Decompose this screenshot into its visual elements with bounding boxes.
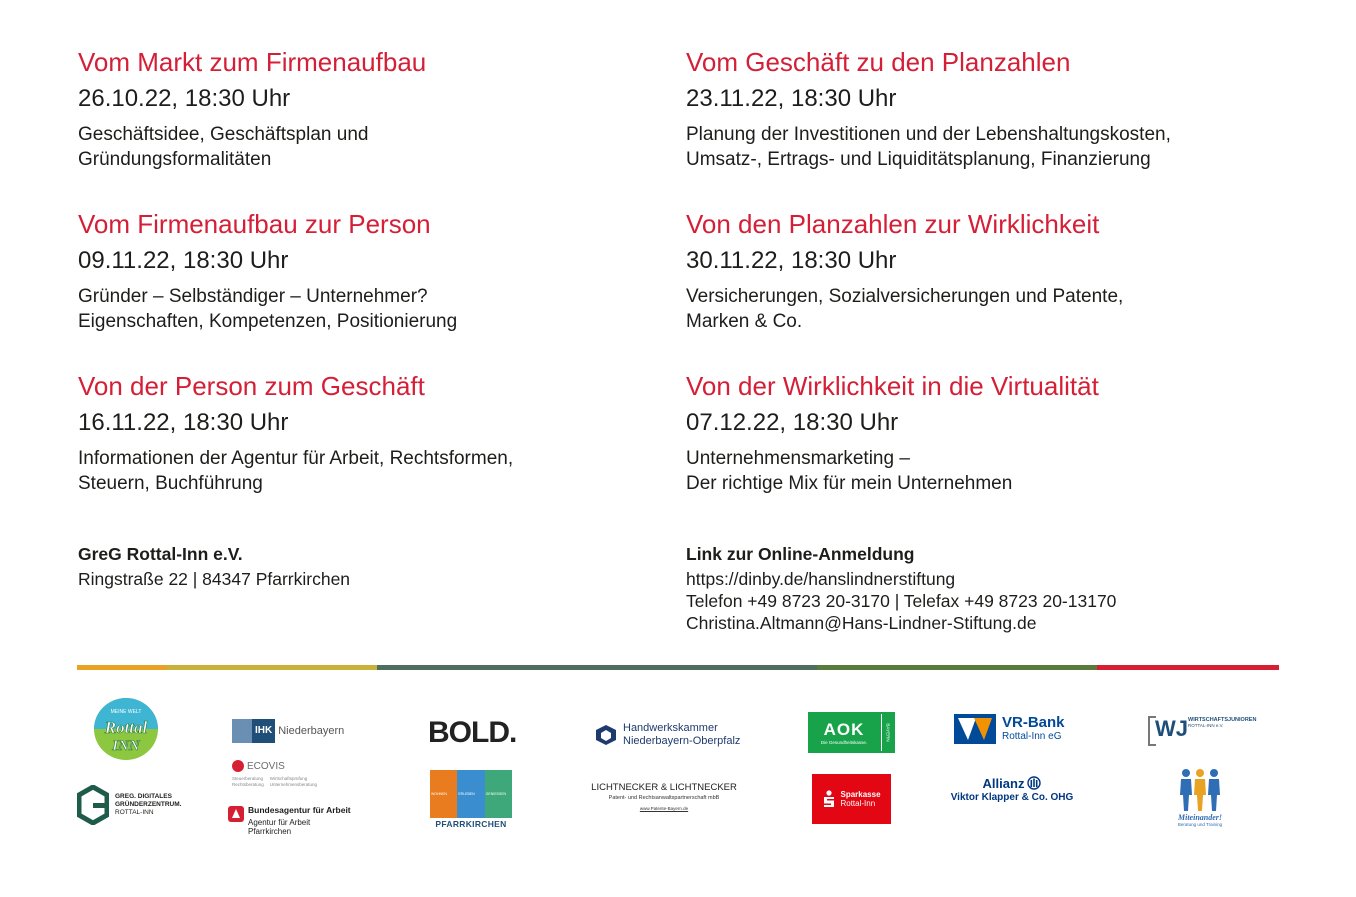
ecovis-logo: ECOVIS Steuerberatung Wirtschaftsprüfung Rechtsberatung Unternehmensberatung xyxy=(232,760,318,787)
sparkasse-logo: Sparkasse Rottal-Inn xyxy=(812,774,891,824)
organizer-contact xyxy=(78,543,350,590)
allianz-logo: Allianz Viktor Klapper & Co. OHG xyxy=(950,775,1074,803)
color-stripe xyxy=(77,665,1279,670)
event-date: 16.11.22, 18:30 Uhr xyxy=(78,409,289,436)
greg-logo: GREG. DIGITALES GRÜNDERZENTRUM. ROTTAL-INN xyxy=(77,784,187,826)
event-description: Gründer – Selbständiger – Unternehmer? Eigenschaften, Kompetenzen, Positionierung xyxy=(78,286,458,332)
ecovis-mark-icon xyxy=(232,760,244,772)
events-right-column xyxy=(686,44,1306,530)
event-title: Vom Firmenaufbau zur Person xyxy=(78,209,431,239)
svg-text:INN: INN xyxy=(112,738,140,754)
event-4 xyxy=(686,44,1306,206)
ihk-mark-icon xyxy=(232,719,252,743)
sparkasse-mark-icon xyxy=(822,790,836,808)
stripe-segment xyxy=(817,665,1097,670)
registration-heading: Link zur Online-Anmeldung xyxy=(686,544,915,564)
event-title: Von der Wirklichkeit in die Virtualität xyxy=(686,371,1099,401)
ihk-logo: IHK Niederbayern xyxy=(232,718,347,744)
svg-text:Rottal: Rottal xyxy=(104,718,148,737)
handwerkskammer-logo: Handwerkskammer Niederbayern-Oberpfalz xyxy=(595,720,755,750)
event-date: 09.11.22, 18:30 Uhr xyxy=(78,247,289,274)
registration-link[interactable]: https://dinby.de/hanslindnerstiftung xyxy=(686,569,956,589)
rottal-inn-logo xyxy=(93,697,159,761)
wirtschaftsjunioren-logo: WJ WIRTSCHAFTSJUNIOREN ROTTAL-INN e.V. xyxy=(1148,714,1258,746)
wj-mark-icon: WJ xyxy=(1148,714,1184,744)
ba-mark-icon xyxy=(228,806,244,822)
event-date: 07.12.22, 18:30 Uhr xyxy=(686,409,899,436)
stripe-segment xyxy=(77,665,167,670)
vr-bank-mark-icon xyxy=(954,714,996,744)
event-description: Unternehmensmarketing – Der richtige Mix für mein Unternehmen xyxy=(686,448,1013,494)
phone-fax: Telefon +49 8723 20-3170 | Telefax +49 8723 20-13170 xyxy=(686,591,1117,611)
event-6 xyxy=(686,368,1306,530)
event-description: Informationen der Agentur für Arbeit, Rechtsformen, Steuern, Buchführung xyxy=(78,448,514,494)
allianz-mark-icon xyxy=(1027,776,1041,790)
event-date: 23.11.22, 18:30 Uhr xyxy=(686,85,897,112)
event-date: 30.11.22, 18:30 Uhr xyxy=(686,247,897,274)
aok-logo: AOK Die Gesundheitskasse. BAYERN xyxy=(808,712,895,753)
lichtnecker-logo: LICHTNECKER & LICHTNECKER Patent- und Rechtsanwaltspartnerschaft mbB www.Patente-Bayern.de xyxy=(591,781,737,811)
organizer-address: Ringstraße 22 | 84347 Pfarrkirchen xyxy=(78,569,351,589)
event-title: Von der Person zum Geschäft xyxy=(78,371,425,401)
svg-text:MEINE WELT: MEINE WELT xyxy=(110,709,142,715)
vr-bank-logo: VR-Bank Rottal-Inn eG xyxy=(954,713,1079,745)
greg-mark-icon xyxy=(77,785,109,825)
event-title: Vom Markt zum Firmenaufbau xyxy=(78,47,427,77)
bundesagentur-logo: Bundesagentur für Arbeit Agentur für Arbeit Pfarrkirchen xyxy=(228,806,353,842)
bold-logo: BOLD. xyxy=(428,716,517,749)
people-icon xyxy=(1175,767,1225,813)
registration-contact xyxy=(686,543,1116,634)
event-3 xyxy=(78,368,658,530)
event-title: Von den Planzahlen zur Wirklichkeit xyxy=(686,209,1100,239)
event-title: Vom Geschäft zu den Planzahlen xyxy=(686,47,1071,77)
event-1 xyxy=(78,44,658,206)
organizer-name: GreG Rottal-Inn e.V. xyxy=(78,544,243,564)
miteinander-logo: Miteinander! Beratung und Training xyxy=(1168,764,1232,830)
email-link[interactable]: Christina.Altmann@Hans-Lindner-Stiftung.de xyxy=(686,613,1037,633)
pfarrkirchen-logo: WOHNEN ERLEBEN GENIESSEN PFARRKIRCHEN xyxy=(430,770,512,829)
stripe-segment xyxy=(1097,665,1279,670)
event-2 xyxy=(78,206,658,368)
event-description: Geschäftsidee, Geschäftsplan und Gründungsformalitäten xyxy=(78,124,369,170)
event-description: Planung der Investitionen und der Lebenshaltungskosten, Umsatz-, Ertrags- und Liquiditätsplanung, Finanzierung xyxy=(686,124,1171,170)
hwk-mark-icon xyxy=(595,724,617,746)
event-date: 26.10.22, 18:30 Uhr xyxy=(78,85,291,112)
events-left-column xyxy=(78,44,658,530)
event-5 xyxy=(686,206,1306,368)
stripe-segment xyxy=(377,665,817,670)
event-description: Versicherungen, Sozialversicherungen und Patente, Marken & Co. xyxy=(686,286,1124,332)
stripe-segment xyxy=(167,665,377,670)
